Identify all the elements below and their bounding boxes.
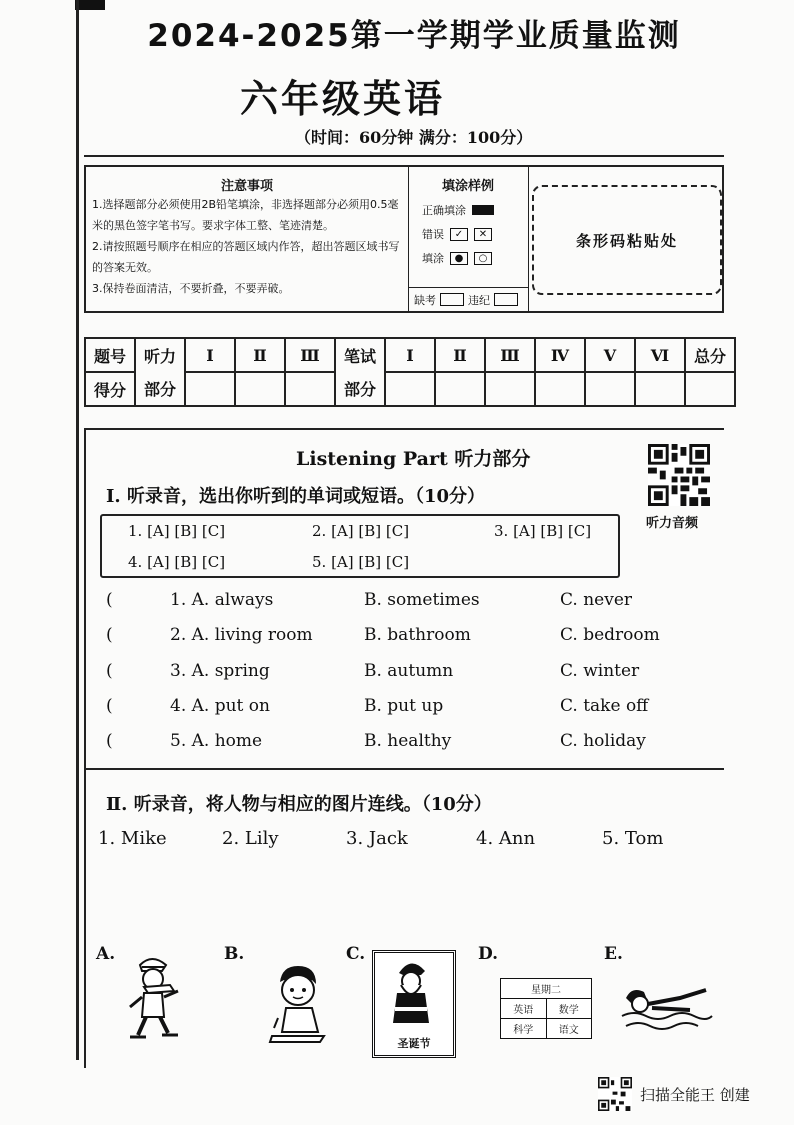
option-a: 2. A. living room (170, 625, 313, 645)
santa-icon (375, 953, 447, 1031)
dot-mark-icon: ● (450, 252, 468, 265)
option-c: C. holiday (560, 731, 646, 751)
score-table (84, 337, 736, 407)
barcode-area: 条形码粘贴处 (532, 185, 722, 295)
violation-checkbox[interactable] (494, 293, 518, 306)
question-2-title: Ⅱ. 听录音，将人物与相应的图片连线。（10分） (106, 794, 492, 815)
answer-choice-5[interactable]: 5. [A] [B] [C] (312, 553, 410, 571)
binding-line (76, 0, 79, 1060)
table-cell: Ⅴ (585, 338, 635, 372)
picture-label: C. (346, 944, 366, 964)
notice-heading: 注意事项 (220, 179, 273, 194)
wrong-label: 错误 (422, 228, 444, 241)
score-input[interactable] (435, 372, 485, 406)
option-c: C. bedroom (560, 625, 660, 645)
option-b: B. bathroom (364, 625, 471, 645)
christmas-stamp-picture (372, 950, 456, 1058)
check-mark-icon: ✓ (450, 228, 468, 241)
table-cell: 题号 (85, 338, 135, 372)
paren-open: ( (106, 696, 113, 716)
option-b: B. sometimes (364, 590, 480, 610)
cross-mark-icon: ✕ (474, 228, 492, 241)
wrong-sample-2 (422, 250, 528, 266)
option-b: B. autumn (364, 661, 454, 681)
person-name: 5. Tom (602, 828, 664, 849)
table-row (85, 338, 735, 372)
schedule-cell: 英语 (501, 999, 547, 1018)
table-cell: Ⅲ (485, 338, 535, 372)
answer-choice-2[interactable]: 2. [A] [B] [C] (312, 522, 410, 540)
answer-choice-3[interactable]: 3. [A] [B] [C] (494, 522, 592, 540)
picture-label: D. (478, 944, 499, 964)
question-1-title: Ⅰ. 听录音，选出你听到的单词或短语。（10分） (106, 486, 485, 507)
table-cell: Ⅰ (385, 338, 435, 372)
absent-row (408, 287, 528, 311)
sample-section (408, 167, 529, 311)
table-cell: Ⅲ (285, 338, 335, 372)
corner-mark (75, 0, 105, 10)
score-input[interactable] (685, 372, 735, 406)
time-info: （时间：60分钟 满分：100分） (295, 128, 533, 147)
option-a: 3. A. spring (170, 661, 270, 681)
schedule-picture (500, 978, 592, 1039)
score-input[interactable] (285, 372, 335, 406)
table-cell: Ⅵ (635, 338, 685, 372)
absent-checkbox[interactable] (440, 293, 464, 306)
table-cell: Ⅳ (535, 338, 585, 372)
correct-label: 正确填涂 (422, 204, 466, 217)
picture-label: A. (96, 944, 116, 964)
score-input[interactable] (485, 372, 535, 406)
scanner-footer (598, 1077, 750, 1111)
swimming-kid-picture (620, 980, 714, 1036)
answer-choice-4[interactable]: 4. [A] [B] [C] (128, 553, 226, 571)
qr-label: 听力音频 (646, 516, 699, 531)
table-cell: 听力 (135, 338, 185, 372)
score-input[interactable] (535, 372, 585, 406)
person-name: 4. Ann (476, 828, 536, 849)
paren-open: ( (106, 590, 113, 610)
filled-mark-icon (472, 205, 494, 215)
schedule-day: 星期二 (501, 979, 591, 999)
answer-sheet (100, 514, 620, 578)
table-cell: 部分 (135, 372, 185, 406)
paren-open: ( (106, 625, 113, 645)
score-input[interactable] (635, 372, 685, 406)
skating-kid-picture (122, 955, 186, 1045)
qr-code-icon (598, 1077, 632, 1111)
option-c: C. take off (560, 696, 649, 716)
schedule-cell: 数学 (558, 1005, 579, 1016)
table-cell: Ⅰ (185, 338, 235, 372)
correct-sample (422, 202, 528, 218)
person-name: 2. Lily (222, 828, 279, 849)
circle-mark-icon: ○ (474, 252, 492, 265)
paren-open: ( (106, 661, 113, 681)
table-row (85, 372, 735, 406)
option-a: 4. A. put on (170, 696, 270, 716)
score-input[interactable] (385, 372, 435, 406)
table-cell: 部分 (335, 372, 385, 406)
notice-section (86, 167, 409, 311)
exam-subtitle: 六年级英语 (240, 77, 446, 121)
footer-text: 扫描全能王 创建 (640, 1085, 750, 1104)
person-name: 1. Mike (98, 828, 167, 849)
header-rule (84, 155, 724, 157)
table-cell: Ⅱ (235, 338, 285, 372)
paren-open: ( (106, 731, 113, 751)
absent-label: 缺考 (414, 293, 436, 307)
section-divider (84, 768, 724, 770)
option-c: C. never (560, 590, 633, 610)
option-b: B. healthy (364, 731, 452, 751)
notice-item: 3.保持卷面清洁，不要折叠，不要弄破。 (92, 282, 290, 295)
violation-label: 违纪 (468, 293, 490, 307)
score-input[interactable] (585, 372, 635, 406)
notice-item: 2.请按照题号顺序在相应的答题区域内作答，超出答题区域书写的答案无效。 (92, 240, 400, 274)
qr-code-icon (648, 444, 710, 506)
picture-label: E. (604, 944, 623, 964)
person-name: 3. Jack (346, 828, 408, 849)
kid-drawing-picture (268, 962, 328, 1046)
sample-heading: 填涂样例 (441, 179, 494, 194)
table-cell: Ⅱ (435, 338, 485, 372)
option-c: C. winter (560, 661, 640, 681)
table-cell: 总分 (685, 338, 735, 372)
option-b: B. put up (364, 696, 444, 716)
option-a: 5. A. home (170, 731, 263, 751)
table-cell: 得分 (85, 372, 135, 406)
score-input[interactable] (235, 372, 285, 406)
notice-item: 1.选择题部分必须使用2B铅笔填涂，非选择题部分必须用0.5毫米的黑色签字笔书写。要求字体工整、笔迹清楚。 (92, 198, 399, 232)
schedule-cell: 科学 (501, 1019, 547, 1038)
option-a: 1. A. always (170, 590, 274, 610)
picture-label: B. (224, 944, 245, 964)
exam-title: 2024-2025第一学期学业质量监测 (147, 18, 681, 54)
schedule-cell: 语文 (558, 1025, 579, 1036)
score-input[interactable] (185, 372, 235, 406)
wrong-label-2: 填涂 (422, 252, 444, 265)
wrong-sample-1 (422, 226, 528, 242)
table-cell: 笔试 (335, 338, 385, 372)
answer-choice-1[interactable]: 1. [A] [B] [C] (128, 522, 226, 540)
notice-box (84, 165, 724, 313)
section-title: Listening Part 听力部分 (296, 448, 531, 470)
stamp-caption: 圣诞节 (397, 1037, 431, 1050)
